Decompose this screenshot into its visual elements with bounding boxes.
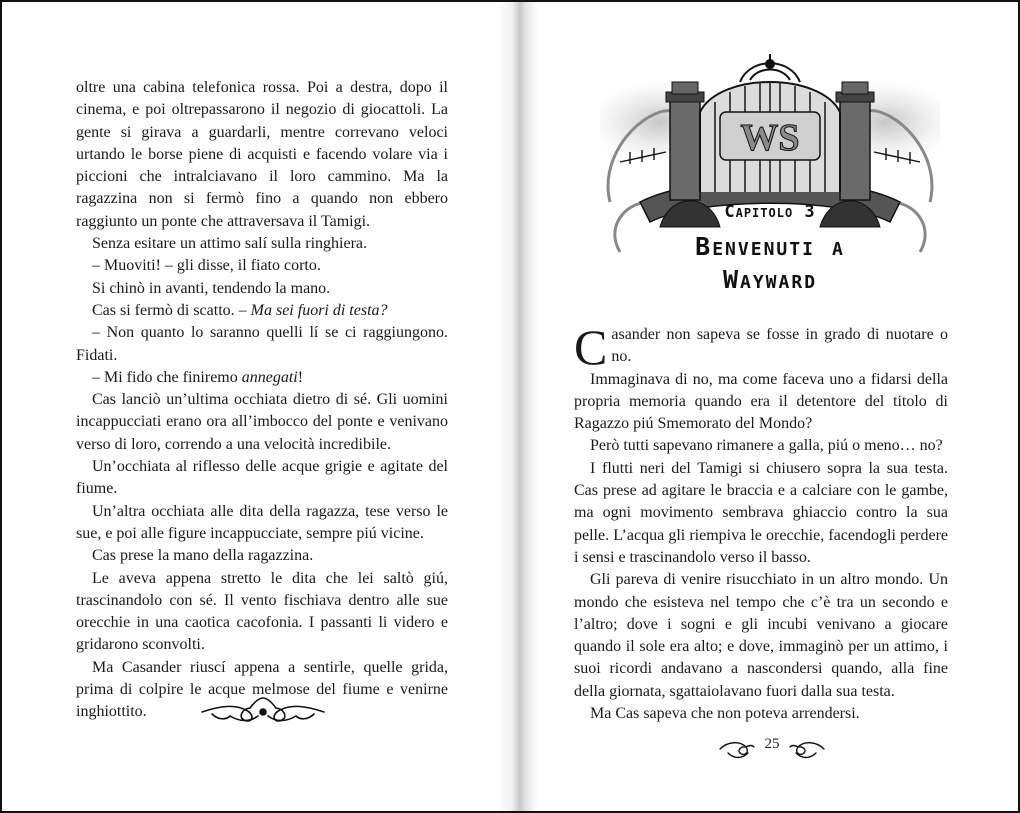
paragraph: Però tutti sapevano rimanere a galla, piú o meno… no?	[590, 437, 943, 455]
paragraph: Ma Cas sapeva che non poteva arrendersi.	[590, 705, 860, 723]
gutter-shadow	[498, 2, 538, 811]
chapter-label: Capitolo 3	[724, 202, 816, 222]
paragraph: I flutti neri del Tamigi si chiusero sopra la sua testa. Cas prese ad agitare le braccia e a calciare con le gambe, ma ogni movimento sembrava ghiaccio contro la sua pelle. L’acqua gli riempiva le orecchie, facendogli perdere i sensi e trascinandolo verso il basso.	[574, 459, 948, 566]
chapter-title	[600, 230, 940, 296]
right-page-text	[574, 319, 948, 725]
paragraph: Gli pareva di venire risucchiato in un altro mondo. Un mondo che esisteva nel tempo che c’è tra un secondo e l’altro; dove i sogni e gli incubi venivano a giocare quando il sole era alto; e dove, immaginò per un attimo, i suoi ricordi andavano a nascondersi quando, alla fine della giornata, sgattaiolavano fuori dalla sua testa.	[574, 571, 948, 700]
chapter-title-line: Benvenuti a	[695, 232, 845, 261]
paragraph: Cas prese la mano della ragazzina.	[92, 547, 314, 565]
paragraph: – Mi fido che finiremo annegati!	[92, 368, 304, 386]
paragraph: Senza esitare un attimo salí sulla ringhiera.	[92, 235, 368, 253]
paragraph: Cas si fermò di scatto. – Ma sei fuori di testa?	[92, 301, 388, 319]
paragraph: Un’occhiata al riflesso delle acque grigie e agitate del fiume.	[76, 458, 448, 498]
paragraph: Un’altra occhiata alle dita della ragazza, tese verso le sue, e poi alle figure incappucciate, sempre piú vicine.	[76, 502, 448, 542]
paragraph: Le aveva appena stretto le dita che lei saltò giú, trascinandolo con sé. Il vento fischiava dentro alle sue orecchie in una caotica cacofonia. I passanti li videro e gridarono sconvolti.	[76, 569, 448, 654]
paragraph: – Muoviti! – gli disse, il fiato corto.	[92, 257, 321, 275]
left-page	[2, 2, 510, 811]
left-page-text	[76, 77, 448, 724]
paragraph: Ma Casander riuscí appena a sentirle, quelle grida, prima di colpire le acque melmose del fiume e venirne inghiottito.	[76, 658, 448, 721]
paragraph: oltre una cabina telefonica rossa. Poi a destra, dopo il cinema, e poi oltrepassarono il negozio di giocattoli. La gente si girava a guardarli, mentre correvano veloci urtando le borse piene di acquisti e facendo volare via i piccioni che intralciavano il loro cammino. Ma la ragazzina non si fermò fino a quando non ebbero raggiunto un ponte che attraversava il Tamigi.	[76, 79, 448, 230]
emblem-letters: WS	[740, 117, 800, 159]
paragraph: Casander non sapeva se fosse in grado di nuotare o no.	[574, 319, 948, 375]
paragraph: – Non quanto lo saranno quelli lí se ci raggiungono. Fidati.	[76, 324, 448, 364]
drop-cap: C	[574, 319, 608, 375]
chapter-title-line: Wayward	[722, 265, 818, 294]
paragraph: Si chinò in avanti, tendendo la mano.	[92, 279, 331, 297]
page-number: 25	[764, 736, 780, 752]
paragraph: Immaginava di no, ma come faceva uno a fidarsi della propria memoria quando era il detentore del titolo di Ragazzo piú Smemorato del Mondo?	[574, 370, 948, 433]
flourish-ornament-icon	[200, 692, 326, 726]
paragraph: Cas lanciò un’ultima occhiata dietro di sé. Gli uomini incappucciati erano ora all’imbocco del ponte e venivano verso di loro, correndo a una velocità incredibile.	[76, 391, 448, 453]
